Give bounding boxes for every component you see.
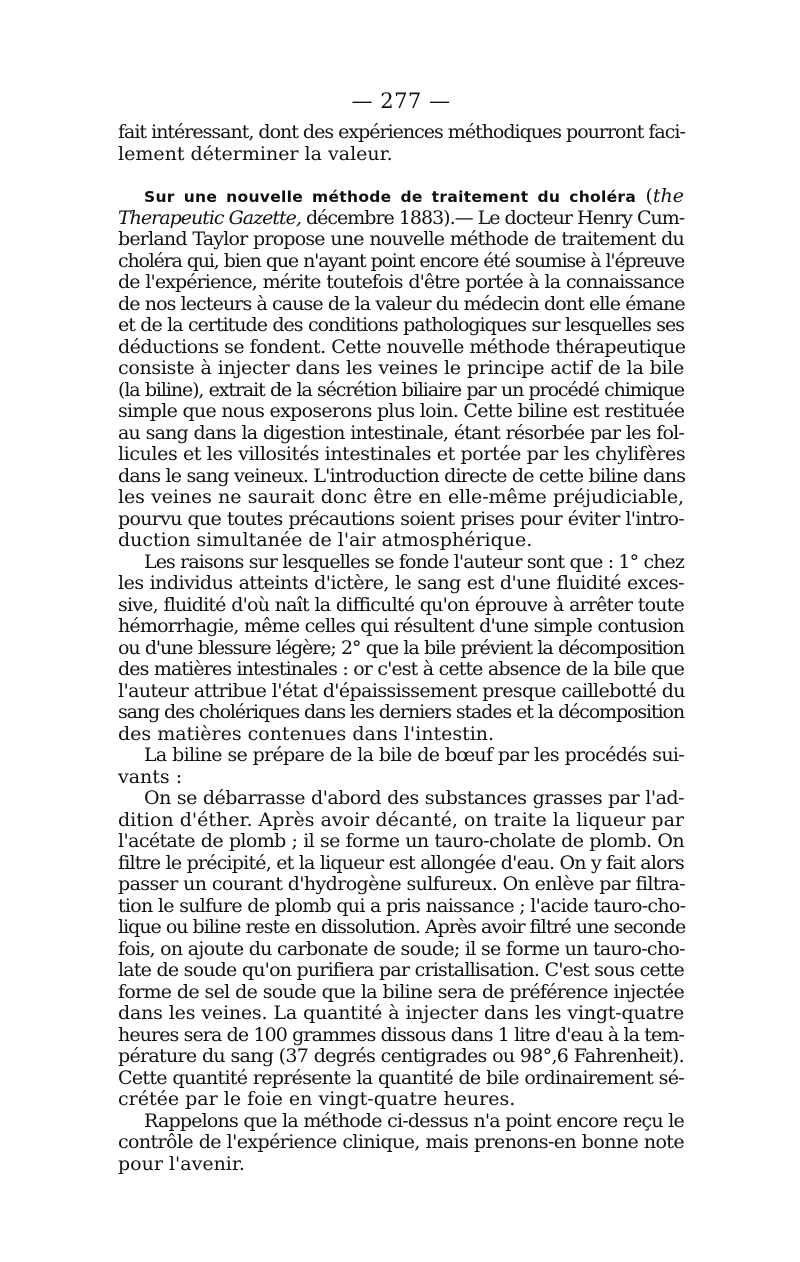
text-line: On se débarrasse d'abord des substances grasses par l'ad- (144, 787, 684, 809)
text-line: fait intéressant, dont des expériences méthodiques pourront faci- (118, 121, 685, 143)
text-line: passer un courant d'hydrogène sulfureux. On enlève par filtra- (118, 873, 685, 895)
text-line: pourvu que toutes précautions soient prises pour éviter l'intro- (118, 507, 684, 530)
text-line: late de soude qu'on purifiera par cristallisation. C'est sous cette (118, 959, 684, 981)
article-paragraph-3 (118, 745, 684, 788)
source-title: Therapeutic Gazette, (118, 206, 301, 229)
text-line: de l'expérience, mérite toutefois d'être portée à la connaissance (118, 271, 684, 293)
text-line: consiste à injecter dans les veines le principe actif de la bile (118, 357, 684, 379)
text-line: crétée par le foie en vingt-quatre heures. (118, 1088, 516, 1110)
text-line: tion le sulfure de plomb qui a pris naissance ; l'acide tauro-cho- (118, 894, 686, 917)
text-line: Therapeutic Gazette, décembre 1883).— Le docteur Henry Cum- (118, 206, 685, 229)
source-title: the (652, 185, 684, 207)
article-paragraph-1 (118, 186, 684, 552)
page-number: — 277 — (351, 89, 451, 113)
text-line: pour l'avenir. (118, 1152, 245, 1175)
article-heading: Sur une nouvelle méthode de traitement du choléra (144, 188, 637, 206)
text-line: au sang dans la digestion intestinale, étant résorbée par les fol- (118, 421, 684, 444)
text-line: forme de sel de soude que la biline sera de préférence injectée (118, 980, 684, 1003)
text-line: les individus atteints d'ictère, le sang est d'une fluidité exces- (118, 572, 684, 594)
text-line: simple que nous exposerons plus loin. Cette biline est restituée (118, 400, 685, 422)
text-line: déductions se fondent. Cette nouvelle méthode thérapeutique (118, 335, 686, 358)
text-line: les veines ne saurait donc être en elle-même préjudiciable, (118, 486, 684, 508)
text-line: dans le sang veineux. L'introduction directe de cette biline dans (118, 464, 686, 487)
text-line: vants : (118, 765, 183, 788)
text-line: La biline se prépare de la bile de bœuf par les procédés sui- (144, 744, 684, 766)
text-line: (la biline), extrait de la sécrétion biliaire par un procédé chimique (118, 378, 684, 401)
section-gap (118, 165, 684, 186)
text-line: choléra qui, bien que n'ayant point encore été soumise à l'épreuve (118, 249, 684, 272)
text-line: contrôle de l'expérience clinique, mais prenons-en bonne note (118, 1131, 684, 1153)
intro-paragraph (118, 122, 684, 165)
text-line: hémorrhagie, même celles qui résultent d'une simple contusion (118, 615, 684, 637)
text-line: lique ou biline reste en dissolution. Après avoir filtré une seconde (118, 916, 686, 938)
document-page (118, 88, 684, 1175)
text-line: Rappelons que la méthode ci-dessus n'a point encore reçu le (144, 1109, 684, 1132)
article-paragraph-2 (118, 552, 684, 746)
article-paragraph-5 (118, 1111, 684, 1176)
text-line: lement déterminer la valeur. (118, 142, 393, 165)
text-line: l'acétate de plomb ; il se forme un tauro-cholate de plomb. On (118, 830, 684, 852)
text-line: duction simultanée de l'air atmosphérique. (118, 529, 533, 551)
text-line: sive, fluidité d'où naît la difficulté qu'on éprouve à arrêter toute (118, 593, 684, 616)
text-line: dition d'éther. Après avoir décanté, on traite la liqueur par (118, 808, 684, 831)
text-line: pérature du sang (37 degrés centigrades ou 98°,6 Fahrenheit). (118, 1045, 684, 1067)
article-heading-line: Sur une nouvelle méthode de traitement du choléra (the (144, 185, 684, 207)
text-line: et de la certitude des conditions pathologiques sur lesquelles ses (118, 314, 684, 336)
text-line: ou d'une blessure légère; 2° que la bile prévient la décomposition (118, 636, 684, 659)
text-line: berland Taylor propose une nouvelle méthode de traitement du (118, 228, 684, 250)
text-line: des matières intestinales : or c'est à cette absence de la bile que (118, 658, 684, 680)
text-line: des matières contenues dans l'intestin. (118, 722, 495, 745)
text-line: de nos lecteurs à cause de la valeur du médecin dont elle émane (118, 292, 685, 315)
text-line: sang des cholériques dans les derniers stades et la décomposition (118, 701, 684, 723)
article-paragraph-4 (118, 788, 684, 1111)
text-line: filtre le précipité, et la liqueur est allongée d'eau. On y fait alors (118, 851, 684, 874)
text-line: Les raisons sur lesquelles se fonde l'auteur sont que : 1° chez (144, 550, 684, 573)
text-line: dans les veines. La quantité à injecter dans les vingt-quatre (118, 1002, 684, 1024)
text-line: l'auteur attribue l'état d'épaississement presque caillebotté du (118, 679, 685, 702)
text-line: licules et les villosités intestinales et portée par les chylifères (118, 443, 686, 465)
text-line: heures sera de 100 grammes dissous dans 1 litre d'eau à la tem- (118, 1023, 684, 1046)
text-line: fois, on ajoute du carbonate de soude; il se forme un tauro-cho- (118, 937, 685, 960)
text-line: Cette quantité représente la quantité de bile ordinairement sé- (118, 1066, 684, 1089)
